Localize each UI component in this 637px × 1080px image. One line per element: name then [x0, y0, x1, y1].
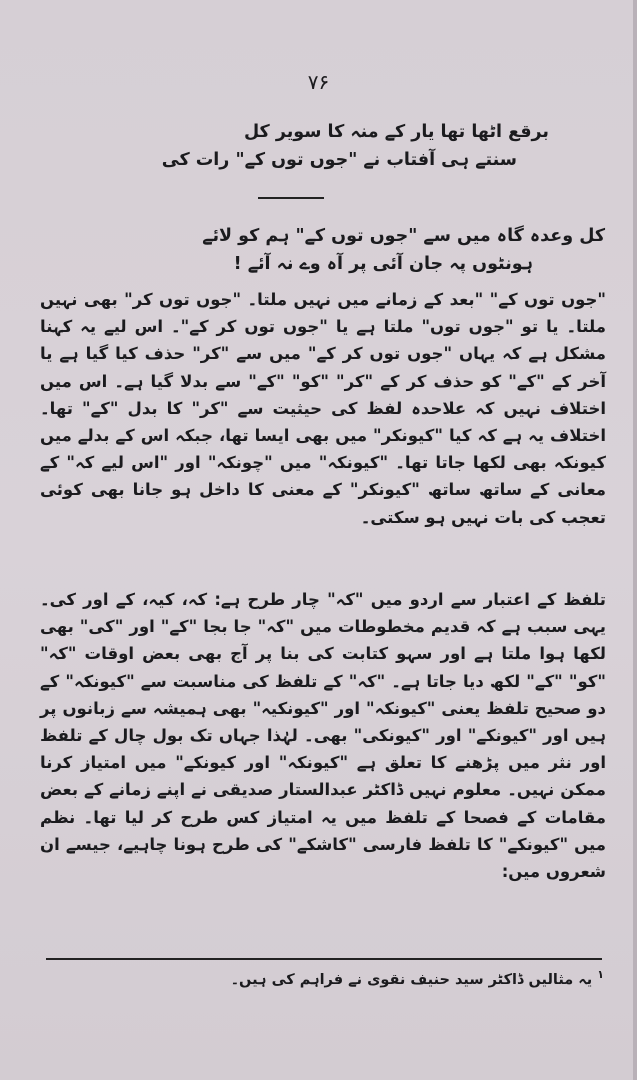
- paragraph-2: تلفظ کے اعتبار سے اردو میں "کہ" چار طرح ہے: کہ، کیہ، کے اور کی۔ یہی سبب ہے کہ قدیم مخطوطات میں "کہ" جا بجا "کے" اور "کی" بھی لکھا ہوا ملتا ہے اور سہو کتابت کی بنا پر آج بھی بعض اوقات "کہ" "کو" "کے" لکھ دیا جاتا ہے۔ "کہ" کے تلفظ کی مناسبت سے "کیونکہ" کے دو صحیح تلفظ یعنی "کیونکہ" اور "کیونکیہ" بھی ہمیشہ سے زبانوں پر ہیں اور "کیونکے" اور "کیونکی" بھی۔ لہٰذا جہاں تک بول چال کے تلفظ اور نثر میں پڑھنے کا تعلق ہے "کیونکہ" اور کیونکے" میں امتیاز کرنا ممکن نہیں۔ معلوم نہیں ڈاکٹر عبدالستار صدیقی نے اپنے زمانے کے بعض مقامات کے فصحا کے تلفظ میں یہ امتیاز کس طرح کر لیا تھا۔ نظم میں "کیونکے" کا تلفظ فارسی "کاشکے" کی طرح ہونا چاہیے، جیسے ان شعروں میں:: [40, 590, 606, 882]
- body-text: [40, 286, 606, 946]
- verse-line-4: ہونٹوں پہ جان آئی پر آہ وے نہ آئے !: [233, 254, 533, 274]
- footnote-divider: [46, 958, 602, 960]
- verse-line-3: کل وعدہ گاہ میں سے "جوں توں کے" ہم کو لائے: [202, 226, 605, 246]
- paragraph-1: "جوں توں کے" "بعد کے زمانے میں نہیں ملتا۔ "جوں توں کر" بھی نہیں ملتا۔ یا تو "جوں توں" ملتا ہے یا "جوں توں کر کے"۔ اس لیے یہ کہنا مشکل ہے کہ یہاں "جوں توں کر کے" میں سے "کر" حذف کیا گیا ہے یا آخر کے "کے" کو حذف کر کے "کر" "کو" "کے" سے بدلا گیا ہے۔ اس میں اختلاف نہیں کہ علاحدہ لفظ کی حیثیت سے "کر" کا بدل "کے" تھا۔ اختلاف یہ ہے کہ کیا "کیونکر" میں بھی ایسا تھا، جبکہ اس کے بدلے میں کیونکہ بھی لکھا جاتا تھا۔ "کیونکہ" میں "چونکہ" اور "اس لیے کہ" کے معانی کے ساتھ ساتھ "کیونکر" کے معنی کا داخل ہو جانا بھی کوئی تعجب کی بات نہیں ہو سکتی۔: [40, 290, 606, 527]
- footnote: [40, 968, 604, 988]
- footnote-mark: ۱: [597, 968, 604, 981]
- verse-line-1: برقع اٹھا تھا یار کے منہ کا سویر کل: [243, 122, 549, 142]
- page-number: ۷۶: [307, 70, 330, 94]
- verse-line-2: سنتے ہی آفتاب نے "جوں توں کے" رات کی: [161, 150, 517, 170]
- section-divider: [258, 197, 324, 199]
- page-edge: [633, 0, 637, 1080]
- footnote-text: یہ مثالیں ڈاکٹر سید حنیف نقوی نے فراہم کی ہیں۔: [230, 971, 593, 988]
